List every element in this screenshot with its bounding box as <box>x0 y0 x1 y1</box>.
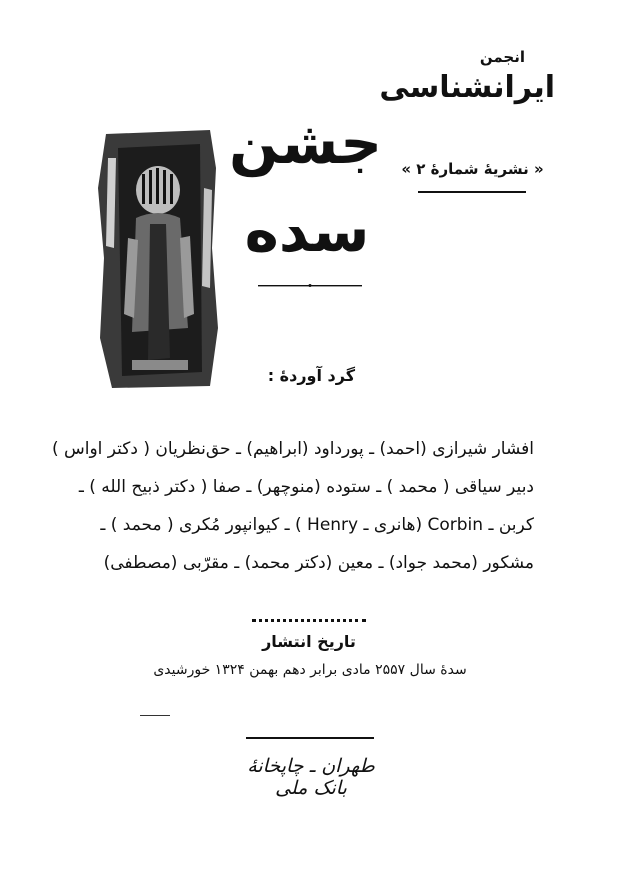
dotted-divider <box>252 619 366 622</box>
stone-relief-image <box>92 128 222 390</box>
society-top-line: انجمن <box>479 48 525 66</box>
authors-line-1: افشار شیرازی (احمد) ـ پورداود (ابراهیم) ـ حق‌نظریان ( دکتر اواس ) <box>51 439 534 459</box>
society-name: ایرانشناسی <box>379 70 555 105</box>
bottom-divider <box>246 737 374 739</box>
publication-date: سدهٔ سال ۲۵۵۷ مادی برابر دهم بهمن ۱۳۲۴ خورشیدی <box>153 662 467 678</box>
compiled-by-label: گرد آوردهٔ : <box>267 366 355 385</box>
main-title-line2: سده <box>244 197 370 265</box>
title-ornament-rule <box>258 284 362 287</box>
authors-list <box>51 430 534 582</box>
main-title-line1: جشن <box>228 109 382 177</box>
society-heading <box>379 48 555 110</box>
authors-line-2: دبیر سیاقی ( محمد ) ـ ستوده (منوچهر) ـ صفا ( دکتر ذبیح الله ) ـ <box>78 477 534 497</box>
small-mark <box>140 715 170 716</box>
publication-number-underline <box>418 191 526 193</box>
publication-date-label: تاریخ انتشار <box>262 632 356 651</box>
authors-line-3: کربن ـ Corbin (هانری ـ Henry ) ـ کیوانپور مُکری ( محمد ) ـ <box>100 515 534 535</box>
printer-imprint: طهران ـ چاپخانهٔ بانک ملی <box>247 755 375 799</box>
authors-line-4: مشکور (محمد جواد) ـ معین (دکتر محمد) ـ مقرّبی (مصطفی) <box>103 553 534 573</box>
publication-number: « نشریهٔ شمارهٔ ۲ » <box>401 160 544 178</box>
